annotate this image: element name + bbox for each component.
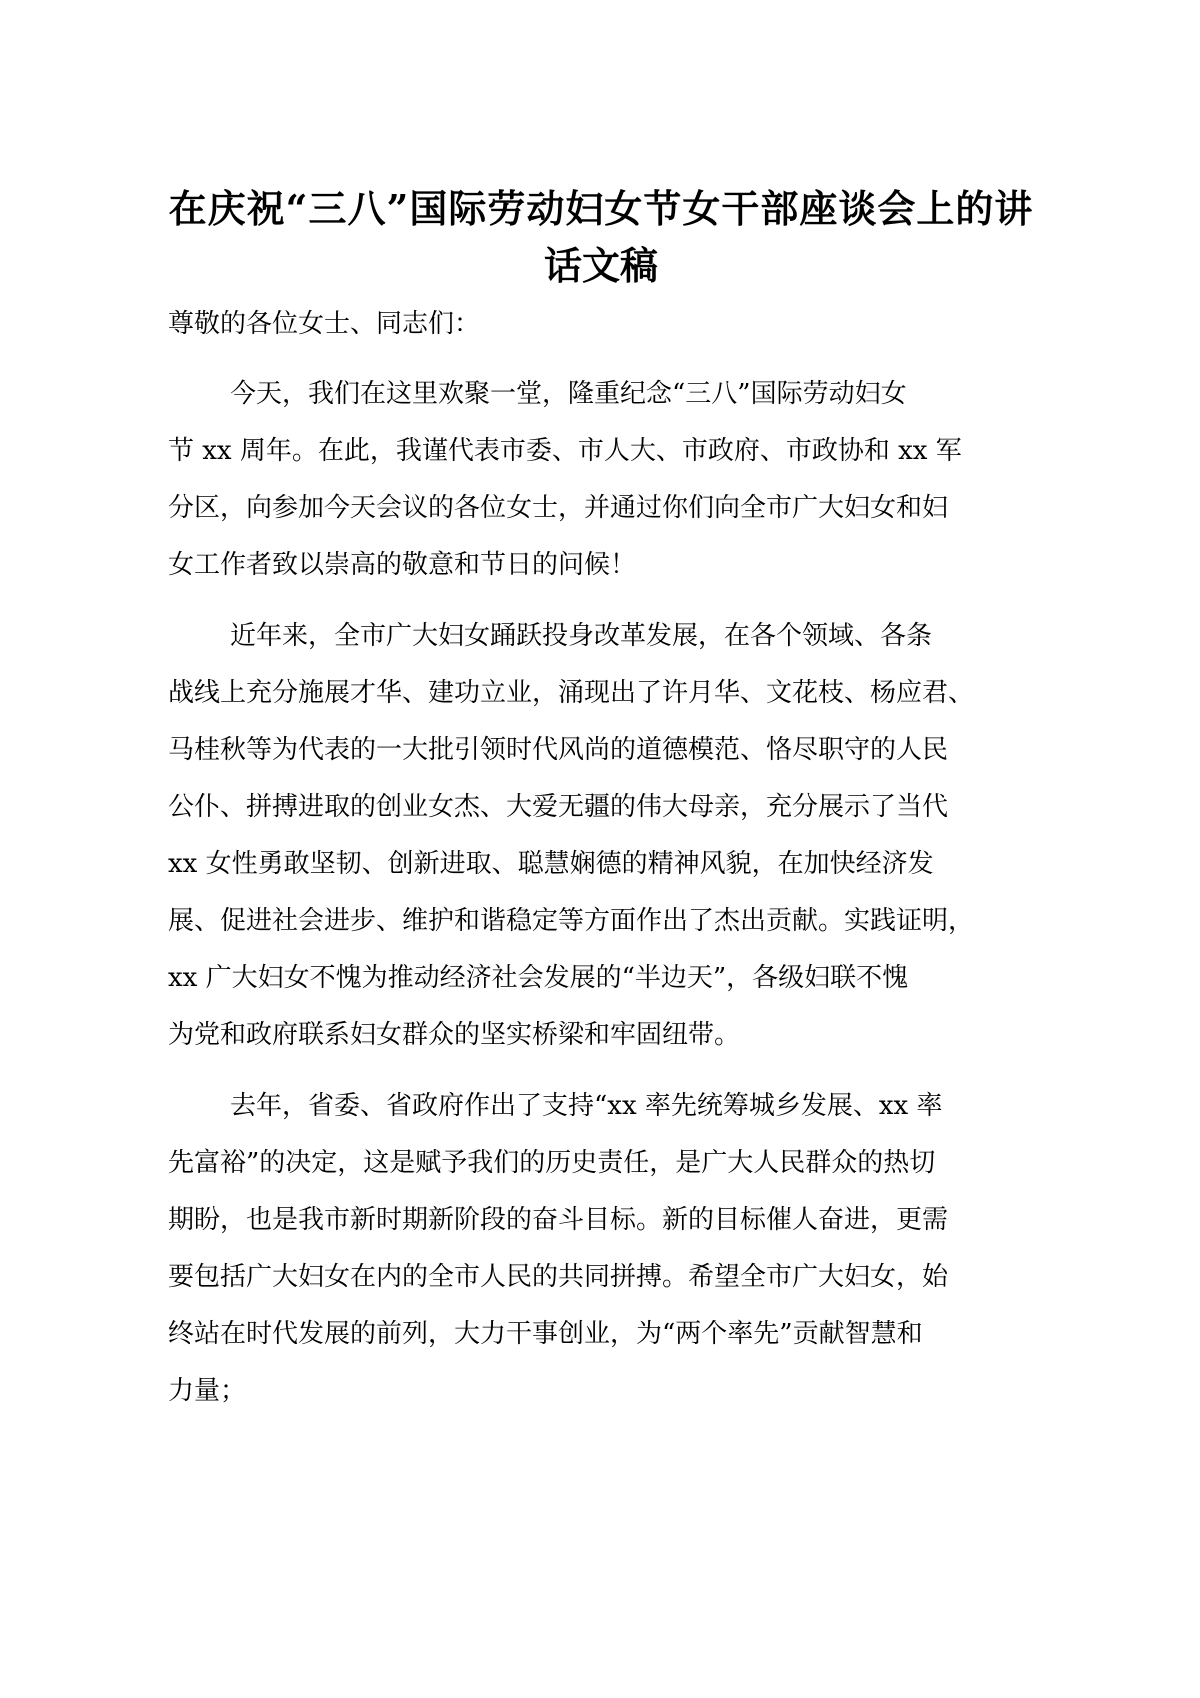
paragraph-2-line: 公仆、拼搏进取的创业女杰、大爱无疆的伟大母亲，充分展示了当代 [168, 792, 949, 822]
paragraph-2-line: 为党和政府联系妇女群众的坚实桥梁和牢固纽带。 [168, 1020, 741, 1050]
paragraph-3-line: 终站在时代发展的前列，大力干事创业，为“两个率先”贡献智慧和 [168, 1319, 923, 1349]
paragraph-1-line: 分区，向参加今天会议的各位女士，并通过你们向全市广大妇女和妇 [168, 493, 949, 523]
paragraph-1-line: 女工作者致以崇高的敬意和节日的问候！ [168, 550, 637, 580]
salutation: 尊敬的各位女士、同志们： [168, 309, 481, 339]
paragraph-3-line: 期盼，也是我市新时期新阶段的奋斗目标。新的目标催人奋进，更需 [168, 1205, 949, 1235]
paragraph-3-line: 力量； [168, 1376, 247, 1406]
paragraph-2-line: xx 广大妇女不愧为推动经济社会发展的“半边天”，各级妇联不愧 [168, 963, 909, 993]
paragraph-1-line: 节 xx 周年。在此，我谨代表市委、市人大、市政府、市政协和 xx 军 [168, 436, 962, 466]
paragraph-3-line: 去年，省委、省政府作出了支持“xx 率先统筹城乡发展、xx 率 [230, 1091, 943, 1121]
paragraph-2-line: 战线上充分施展才华、建功立业，涌现出了许月华、文花枝、杨应君、 [168, 678, 975, 708]
paragraph-2-line: 展、促进社会进步、维护和谐稳定等方面作出了杰出贡献。实践证明， [168, 906, 975, 936]
paragraph-2-line: xx 女性勇敢坚韧、创新进取、聪慧娴德的精神风貌，在加快经济发 [168, 849, 934, 879]
paragraph-2-line: 近年来，全市广大妇女踊跃投身改革发展，在各个领域、各条 [230, 621, 933, 651]
paragraph-3-line: 先富裕”的决定，这是赋予我们的历史责任，是广大人民群众的热切 [168, 1148, 936, 1178]
document-title-line-2: 话文稿 [543, 243, 658, 288]
paragraph-1-line: 今天，我们在这里欢聚一堂，隆重纪念“三八”国际劳动妇女 [230, 379, 907, 409]
paragraph-2-line: 马桂秋等为代表的一大批引领时代风尚的道德模范、恪尽职守的人民 [168, 735, 949, 765]
document-title-line-1: 在庆祝“三八”国际劳动妇女节女干部座谈会上的讲 [168, 186, 1034, 231]
paragraph-3-line: 要包括广大妇女在内的全市人民的共同拼搏。希望全市广大妇女，始 [168, 1262, 949, 1292]
